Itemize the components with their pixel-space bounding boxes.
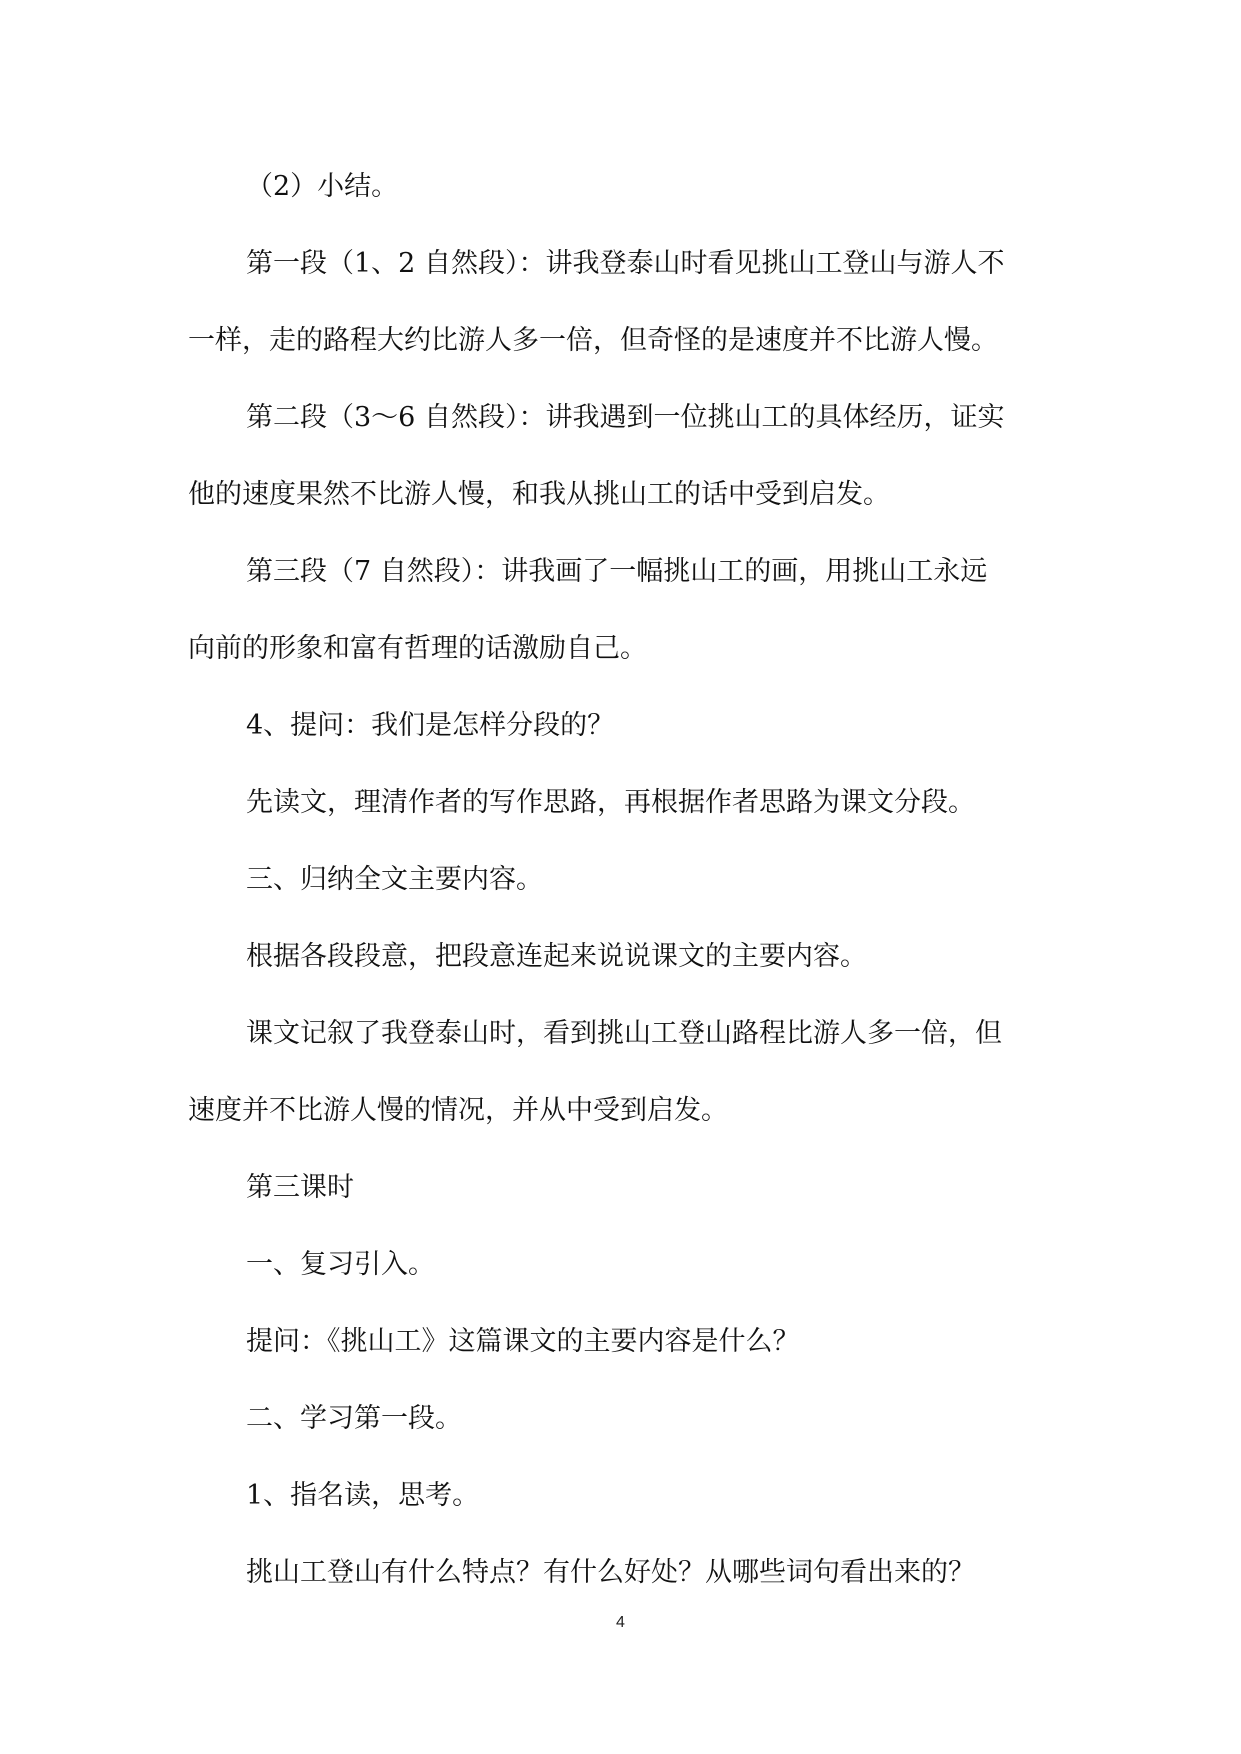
text-line-8: 4、提问：我们是怎样分段的？ — [246, 710, 615, 741]
text-line-13: 速度并不比游人慢的情况，并从中受到启发。 — [188, 1095, 728, 1126]
text-line-18: 1、指名读，思考。 — [246, 1480, 480, 1511]
text-line-10: 三、归纳全文主要内容。 — [246, 864, 543, 895]
text-line-19: 挑山工登山有什么特点？有什么好处？从哪些词句看出来的？ — [246, 1557, 975, 1588]
text-line-3: 一样，走的路程大约比游人多一倍，但奇怪的是速度并不比游人慢。 — [188, 325, 998, 356]
text-line-5: 他的速度果然不比游人慢，和我从挑山工的话中受到启发。 — [188, 479, 890, 510]
text-line-1: （2）小结。 — [246, 171, 399, 202]
text-line-17: 二、学习第一段。 — [246, 1403, 462, 1434]
text-line-15: 一、复习引入。 — [246, 1249, 435, 1280]
document-body — [188, 148, 1058, 1611]
text-line-11: 根据各段段意，把段意连起来说说课文的主要内容。 — [246, 941, 867, 972]
text-line-12: 课文记叙了我登泰山时，看到挑山工登山路程比游人多一倍，但 — [246, 1018, 1002, 1049]
text-line-2: 第一段（1、2 自然段）：讲我登泰山时看见挑山工登山与游人不 — [246, 248, 1005, 279]
text-line-14: 第三课时 — [246, 1172, 354, 1203]
text-line-4: 第二段（3～6 自然段）：讲我遇到一位挑山工的具体经历，证实 — [246, 402, 1005, 433]
text-line-16: 提问：《挑山工》这篇课文的主要内容是什么？ — [246, 1326, 800, 1357]
text-line-6: 第三段（7 自然段）：讲我画了一幅挑山工的画，用挑山工永远 — [246, 556, 988, 587]
text-line-7: 向前的形象和富有哲理的话激励自己。 — [188, 633, 647, 664]
text-line-9: 先读文，理清作者的写作思路，再根据作者思路为课文分段。 — [246, 787, 975, 818]
page-number: 4 — [616, 1614, 625, 1631]
